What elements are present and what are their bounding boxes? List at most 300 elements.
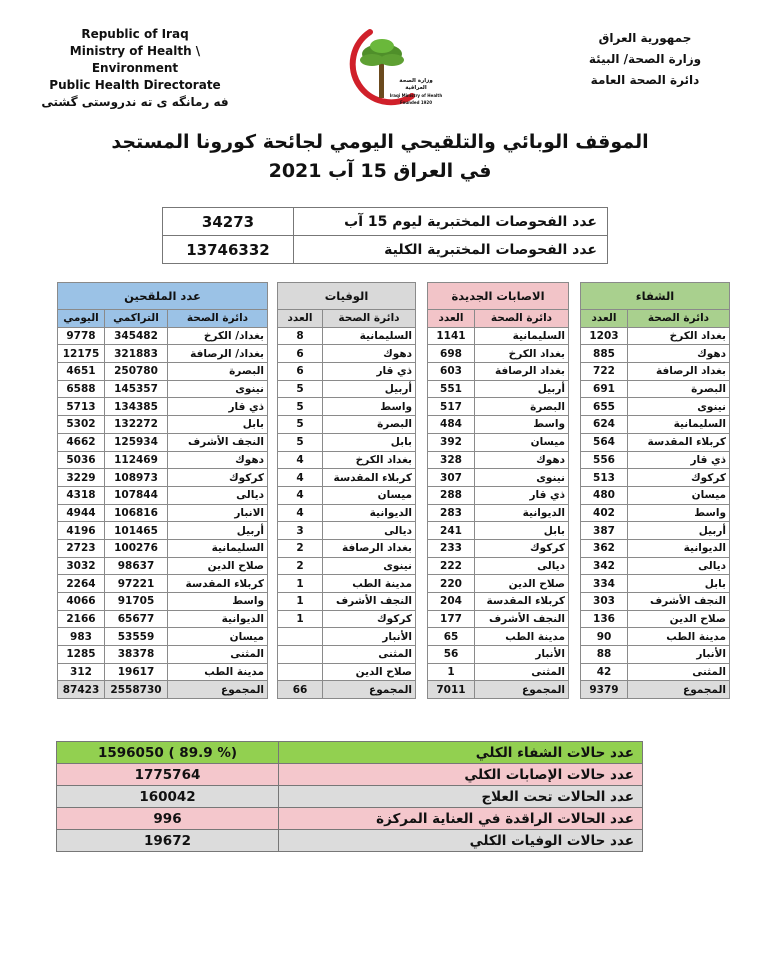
summary-cases-label: عدد حالات الإصابات الكلي — [279, 764, 643, 786]
table-row — [581, 504, 730, 522]
count-cell: 4 — [278, 469, 323, 487]
total-row — [278, 681, 416, 699]
count-cell: 655 — [581, 398, 628, 416]
department-cell: نينوى — [168, 380, 268, 398]
table-row — [428, 610, 569, 628]
department-cell: نينوى — [475, 469, 569, 487]
cumulative-cell: 108973 — [105, 469, 168, 487]
department-cell: صلاح الدين — [168, 557, 268, 575]
department-cell: صلاح الدين — [628, 610, 730, 628]
daily-cell: 5302 — [58, 416, 105, 434]
department-cell: واسط — [628, 504, 730, 522]
cumulative-cell: 125934 — [105, 433, 168, 451]
header-kurdish: فه رمانگه ى ته ندروستى گشتى — [41, 95, 229, 109]
table-row — [278, 610, 416, 628]
count-cell: 90 — [581, 628, 628, 646]
count-cell: 307 — [428, 469, 475, 487]
department-cell: السليمانية — [168, 539, 268, 557]
daily-cell: 3032 — [58, 557, 105, 575]
department-cell: ميسان — [168, 628, 268, 646]
cumulative-cell: 65677 — [105, 610, 168, 628]
department-cell: بابل — [475, 522, 569, 540]
daily-cell: 6588 — [58, 380, 105, 398]
table-row — [278, 486, 416, 504]
department-cell: نينوى — [323, 557, 416, 575]
logo-founded: Founded 1920 — [400, 100, 432, 105]
table-row — [581, 433, 730, 451]
table-row — [428, 575, 569, 593]
department-cell: أربيل — [628, 522, 730, 540]
count-cell: 1 — [278, 593, 323, 611]
recovery-table — [580, 282, 730, 699]
table-row — [428, 380, 569, 398]
department-cell: أربيل — [323, 380, 416, 398]
department-cell: ذي قار — [323, 363, 416, 381]
cumulative-cell: 134385 — [105, 398, 168, 416]
table-row — [581, 486, 730, 504]
table-row — [581, 557, 730, 575]
department-cell: مدينة الطب — [323, 575, 416, 593]
cumulative-cell: 98637 — [105, 557, 168, 575]
vaccinated-title: عدد الملقحين — [58, 283, 268, 310]
department-cell: بغداد الرصافة — [475, 363, 569, 381]
count-cell: 484 — [428, 416, 475, 434]
department-cell: ديالى — [168, 486, 268, 504]
count-cell: 480 — [581, 486, 628, 504]
total-row — [428, 681, 569, 699]
daily-cell: 312 — [58, 663, 105, 681]
count-cell: 624 — [581, 416, 628, 434]
department-cell: ميسان — [628, 486, 730, 504]
count-cell: 392 — [428, 433, 475, 451]
count-cell: 691 — [581, 380, 628, 398]
count-cell: 1 — [278, 575, 323, 593]
count-cell: 556 — [581, 451, 628, 469]
table-row — [581, 380, 730, 398]
table-row — [58, 663, 268, 681]
daily-cell: 12175 — [58, 345, 105, 363]
department-cell: السليمانية — [628, 416, 730, 434]
table-row — [58, 486, 268, 504]
vaccinated-col-cum: التراكمي — [105, 310, 168, 328]
table-row — [428, 522, 569, 540]
table-row — [58, 451, 268, 469]
cumulative-cell: 53559 — [105, 628, 168, 646]
department-cell: نينوى — [628, 398, 730, 416]
daily-cell: 3229 — [58, 469, 105, 487]
count-cell: 1203 — [581, 327, 628, 345]
count-cell: 56 — [428, 646, 475, 664]
department-cell: النجف الأشرف — [628, 593, 730, 611]
count-cell: 885 — [581, 345, 628, 363]
table-row — [278, 646, 416, 664]
department-cell: أربيل — [168, 522, 268, 540]
cumulative-cell: 145357 — [105, 380, 168, 398]
count-cell: 1 — [428, 663, 475, 681]
summary-row-cases — [57, 764, 643, 786]
department-cell: البصرة — [323, 416, 416, 434]
table-row — [581, 628, 730, 646]
count-cell: 362 — [581, 539, 628, 557]
summary-recovered-label: عدد حالات الشفاء الكلي — [279, 742, 643, 764]
department-cell: ذي قار — [168, 398, 268, 416]
count-cell: 2 — [278, 557, 323, 575]
daily-cell: 1285 — [58, 646, 105, 664]
department-cell: النجف الأشرف — [475, 610, 569, 628]
summary-row-deaths — [57, 830, 643, 852]
summary-treatment-value: 160042 — [57, 786, 279, 808]
department-cell: كربلاء المقدسة — [168, 575, 268, 593]
count-cell: 4 — [278, 451, 323, 469]
department-cell: دهوك — [168, 451, 268, 469]
cumulative-cell: 107844 — [105, 486, 168, 504]
header-english-block — [30, 26, 240, 111]
department-cell: البصرة — [475, 398, 569, 416]
count-cell — [278, 646, 323, 664]
department-cell: الديوانية — [475, 504, 569, 522]
count-cell: 65 — [428, 628, 475, 646]
table-row — [428, 504, 569, 522]
count-cell: 204 — [428, 593, 475, 611]
count-cell: 342 — [581, 557, 628, 575]
department-cell: الأنبار — [323, 628, 416, 646]
deaths-col-dept: دائرة الصحة — [323, 310, 416, 328]
count-cell: 328 — [428, 451, 475, 469]
department-cell: الديوانية — [323, 504, 416, 522]
cumulative-cell: 19617 — [105, 663, 168, 681]
cumulative-cell: 100276 — [105, 539, 168, 557]
department-cell: المثنى — [475, 663, 569, 681]
table-row — [278, 363, 416, 381]
table-row — [428, 398, 569, 416]
table-row — [581, 345, 730, 363]
department-cell: البصرة — [628, 380, 730, 398]
total-label: المجموع — [628, 681, 730, 699]
table-row — [581, 663, 730, 681]
total-label: المجموع — [168, 681, 268, 699]
cumulative-cell: 112469 — [105, 451, 168, 469]
tests-row-daily — [163, 208, 608, 236]
table-row — [428, 451, 569, 469]
department-cell: كركوك — [475, 539, 569, 557]
total-daily-value: 87423 — [58, 681, 105, 699]
department-cell: بغداد الرصافة — [323, 539, 416, 557]
department-cell: دهوك — [323, 345, 416, 363]
table-row — [581, 522, 730, 540]
count-cell: 136 — [581, 610, 628, 628]
lab-tests-table — [162, 207, 608, 264]
department-cell: المثنى — [168, 646, 268, 664]
summary-icu-label: عدد الحالات الراقدة في العناية المركزة — [279, 808, 643, 830]
table-row — [278, 327, 416, 345]
table-row — [58, 646, 268, 664]
department-cell: الانبار — [168, 504, 268, 522]
table-row — [58, 380, 268, 398]
count-cell: 42 — [581, 663, 628, 681]
count-cell: 722 — [581, 363, 628, 381]
count-cell: 564 — [581, 433, 628, 451]
table-row — [428, 433, 569, 451]
table-row — [58, 557, 268, 575]
count-cell: 233 — [428, 539, 475, 557]
deaths-table — [277, 282, 416, 699]
table-row — [428, 593, 569, 611]
daily-cell: 983 — [58, 628, 105, 646]
table-row — [278, 380, 416, 398]
department-cell: بغداد الكرخ — [475, 345, 569, 363]
daily-cell: 4196 — [58, 522, 105, 540]
department-cell: النجف الأشرف — [168, 433, 268, 451]
department-cell: البصرة — [168, 363, 268, 381]
count-cell: 2 — [278, 539, 323, 557]
department-cell: المثنى — [628, 663, 730, 681]
daily-cell: 4318 — [58, 486, 105, 504]
department-cell: ديالى — [475, 557, 569, 575]
summary-row-recovered — [57, 742, 643, 764]
count-cell: 5 — [278, 416, 323, 434]
count-cell: 4 — [278, 486, 323, 504]
department-cell: الأنبار — [628, 646, 730, 664]
count-cell — [278, 663, 323, 681]
department-cell: مدينة الطب — [628, 628, 730, 646]
department-cell: السليمانية — [323, 327, 416, 345]
vaccinated-table — [57, 282, 268, 699]
report-title — [0, 128, 760, 186]
department-cell: بغداد الرصافة — [628, 363, 730, 381]
table-row — [428, 628, 569, 646]
summary-recovered-value: 1596050 ( 89.9 %) — [57, 742, 279, 764]
daily-cell: 2264 — [58, 575, 105, 593]
table-row — [428, 539, 569, 557]
new-cases-table — [427, 282, 569, 699]
department-cell: ميسان — [323, 486, 416, 504]
count-cell: 551 — [428, 380, 475, 398]
table-row — [428, 486, 569, 504]
header-ministry: Ministry of Health \ Environment — [69, 44, 201, 75]
total-value: 66 — [278, 681, 323, 699]
summary-cases-value: 1775764 — [57, 764, 279, 786]
department-cell: ديالى — [628, 557, 730, 575]
count-cell — [278, 628, 323, 646]
count-cell: 5 — [278, 380, 323, 398]
daily-cell: 4944 — [58, 504, 105, 522]
count-cell: 3 — [278, 522, 323, 540]
report-title-line2: في العراق 15 آب 2021 — [268, 160, 492, 182]
total-label: المجموع — [475, 681, 569, 699]
table-row — [278, 433, 416, 451]
cumulative-cell: 97221 — [105, 575, 168, 593]
count-cell: 334 — [581, 575, 628, 593]
cumulative-cell: 345482 — [105, 327, 168, 345]
cumulative-cell: 321883 — [105, 345, 168, 363]
department-cell: بابل — [628, 575, 730, 593]
new-cases-title: الاصابات الجديدة — [428, 283, 569, 310]
table-row — [278, 663, 416, 681]
table-row — [278, 398, 416, 416]
daily-cell: 4651 — [58, 363, 105, 381]
cumulative-cell: 38378 — [105, 646, 168, 664]
table-row — [58, 575, 268, 593]
daily-cell: 2166 — [58, 610, 105, 628]
table-row — [428, 327, 569, 345]
table-row — [428, 416, 569, 434]
count-cell: 6 — [278, 363, 323, 381]
department-cell: كركوك — [168, 469, 268, 487]
count-cell: 517 — [428, 398, 475, 416]
department-cell: ديالى — [323, 522, 416, 540]
tests-total-label: عدد الفحوصات المختبرية الكلية — [294, 236, 608, 264]
count-cell: 88 — [581, 646, 628, 664]
tests-row-total — [163, 236, 608, 264]
count-cell: 5 — [278, 398, 323, 416]
department-cell: الأنبار — [475, 646, 569, 664]
department-cell: بغداد الكرخ — [628, 327, 730, 345]
summary-treatment-label: عدد الحالات تحت العلاج — [279, 786, 643, 808]
header-directorate-ar: دائرة الصحة العامة — [590, 73, 700, 87]
count-cell: 8 — [278, 327, 323, 345]
table-row — [58, 539, 268, 557]
header-country-ar: جمهورية العراق — [598, 31, 692, 45]
daily-cell: 4066 — [58, 593, 105, 611]
table-row — [278, 628, 416, 646]
count-cell: 698 — [428, 345, 475, 363]
recovery-col-dept: دائرة الصحة — [628, 310, 730, 328]
count-cell: 402 — [581, 504, 628, 522]
table-row — [581, 593, 730, 611]
count-cell: 177 — [428, 610, 475, 628]
table-row — [581, 398, 730, 416]
table-row — [581, 416, 730, 434]
department-cell: النجف الأشرف — [323, 593, 416, 611]
department-cell: ذي قار — [628, 451, 730, 469]
deaths-col-count: العدد — [278, 310, 323, 328]
table-row — [278, 416, 416, 434]
count-cell: 220 — [428, 575, 475, 593]
department-cell: الديوانية — [628, 539, 730, 557]
department-cell: كربلاء المقدسة — [323, 469, 416, 487]
count-cell: 241 — [428, 522, 475, 540]
department-cell: كركوك — [628, 469, 730, 487]
table-row — [278, 522, 416, 540]
new-cases-col-dept: دائرة الصحة — [475, 310, 569, 328]
table-row — [428, 363, 569, 381]
table-row — [58, 345, 268, 363]
daily-cell: 5036 — [58, 451, 105, 469]
total-row — [58, 681, 268, 699]
department-cell: بغداد/ الرصافة — [168, 345, 268, 363]
daily-cell: 5713 — [58, 398, 105, 416]
department-cell: دهوك — [628, 345, 730, 363]
table-row — [58, 522, 268, 540]
table-row — [58, 416, 268, 434]
logo-caption — [388, 78, 444, 106]
department-cell: مدينة الطب — [168, 663, 268, 681]
vaccinated-col-dept: دائرة الصحة — [168, 310, 268, 328]
department-cell: بابل — [323, 433, 416, 451]
table-row — [428, 557, 569, 575]
department-cell: كركوك — [323, 610, 416, 628]
cumulative-cell: 132272 — [105, 416, 168, 434]
department-cell: ميسان — [475, 433, 569, 451]
department-cell: ذي قار — [475, 486, 569, 504]
department-cell: الديوانية — [168, 610, 268, 628]
table-row — [58, 628, 268, 646]
table-row — [278, 451, 416, 469]
table-row — [58, 327, 268, 345]
total-value: 7011 — [428, 681, 475, 699]
recovery-col-count: العدد — [581, 310, 628, 328]
table-row — [428, 646, 569, 664]
cumulative-cell: 101465 — [105, 522, 168, 540]
new-cases-col-count: العدد — [428, 310, 475, 328]
tests-daily-value: 34273 — [163, 208, 294, 236]
table-row — [581, 575, 730, 593]
table-row — [428, 469, 569, 487]
department-cell: بغداد الكرخ — [323, 451, 416, 469]
summary-icu-value: 996 — [57, 808, 279, 830]
count-cell: 603 — [428, 363, 475, 381]
department-cell: صلاح الدين — [475, 575, 569, 593]
logo-english-name: Iraqi Ministry of Health — [389, 93, 443, 98]
table-row — [581, 451, 730, 469]
summary-deaths-value: 19672 — [57, 830, 279, 852]
report-title-line1: الموقف الوبائي والتلقيحي اليومي لجائحة كورونا المستجد — [111, 131, 649, 153]
department-cell: أربيل — [475, 380, 569, 398]
table-row — [58, 504, 268, 522]
count-cell: 4 — [278, 504, 323, 522]
daily-cell: 2723 — [58, 539, 105, 557]
count-cell: 1141 — [428, 327, 475, 345]
tests-daily-label: عدد الفحوصات المختبرية ليوم 15 آب — [294, 208, 608, 236]
department-cell: مدينة الطب — [475, 628, 569, 646]
tests-total-value: 13746332 — [163, 236, 294, 264]
table-row — [428, 663, 569, 681]
summary-table — [56, 741, 643, 852]
table-row — [58, 610, 268, 628]
table-row — [581, 469, 730, 487]
total-row — [581, 681, 730, 699]
table-row — [58, 469, 268, 487]
table-row — [278, 504, 416, 522]
header-arabic-block — [560, 28, 730, 91]
count-cell: 5 — [278, 433, 323, 451]
count-cell: 222 — [428, 557, 475, 575]
daily-cell: 4662 — [58, 433, 105, 451]
table-row — [58, 593, 268, 611]
count-cell: 6 — [278, 345, 323, 363]
cumulative-cell: 91705 — [105, 593, 168, 611]
table-row — [278, 557, 416, 575]
department-cell: بابل — [168, 416, 268, 434]
department-cell: واسط — [475, 416, 569, 434]
total-value: 9379 — [581, 681, 628, 699]
count-cell: 288 — [428, 486, 475, 504]
table-row — [581, 363, 730, 381]
summary-row-under-treatment — [57, 786, 643, 808]
cumulative-cell: 250780 — [105, 363, 168, 381]
department-cell: المثنى — [323, 646, 416, 664]
department-cell: واسط — [323, 398, 416, 416]
logo-arabic-name: وزارة الصحة العراقية — [399, 78, 433, 91]
summary-deaths-label: عدد حالات الوفيات الكلي — [279, 830, 643, 852]
table-row — [58, 363, 268, 381]
department-cell: دهوك — [475, 451, 569, 469]
header-country: Republic of Iraq — [81, 27, 189, 41]
deaths-title: الوفيات — [278, 283, 416, 310]
table-row — [581, 327, 730, 345]
table-row — [428, 345, 569, 363]
table-row — [581, 646, 730, 664]
